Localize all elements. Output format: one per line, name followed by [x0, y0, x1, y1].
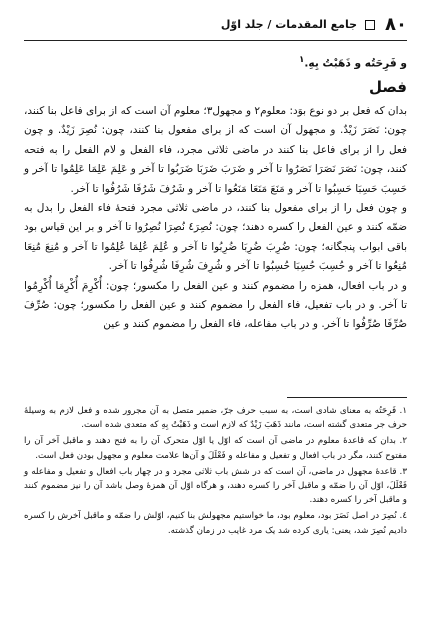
footnote: ٢. بدان که قاعدهٔ معلوم در ماضی آن است که اوّل یا اوّل متحرک آن را به فتح دهند و ماقبل آخر آن را مفتوح کنند، مگر در باب افعال و تفعیل و مفاعله و فَعْلَلَ و آن‌ها علامت معلوم و مجهول بودن فعل است. [24, 436, 407, 461]
header-divider [24, 40, 407, 41]
body-paragraph: و چون فعل را از برای مفعول بنا کنند، در ماضی ثلاثی مجرد فتحهٔ فاء الفعل را بدل به ضمّه کنند و عین الفعل را کسره دهند؛ چون: نُصِرَ٤ نُصِرَا نُصِرُوا تا آخر و بر این قیاس بود باقی ابواب پنجگانه؛ چون: ضُرِبَ ضُرِبَا ضُرِبُوا تا آخر و عُلِمَ عُلِمَا عُلِمُوا تا آخر و مُنِعَ مُنِعَا مُنِعُوا تا آخر و حُسِبَ حُسِبَا حُسِبُوا تا آخر و شُرِفَ شُرِفَا شُرِفُوا تا آخر. [24, 202, 407, 273]
body-paragraph: و در باب افعال، همزه را مضموم کنند و عین الفعل را مکسور؛ چون: أُكْرِمَ أُكْرِمَا أُكْرِمُوا تا آخر. و در باب تفعیل، فاء الفعل را مضموم کنند و عین الفعل را مکسور؛ چون: صُرِّفَ صُرِّفَا صُرِّفُوا تا آخر. و در باب مفاعله، فاء الفعل را مضموم کنند و عین [24, 279, 407, 331]
page-header [24, 14, 407, 40]
intro-text: و فَرِحَتُه و ذَهَبْتُ بِهِ. [304, 57, 407, 70]
square-ornament-icon [365, 20, 375, 30]
intro-line [24, 52, 407, 73]
footnote: ١. فَرِحَتُه به معنای شادی است، به سبب حرف جرّ، ضمیر متصل به آن مجرور شده و فعل لازم به وسیلهٔ حرف جر متعدی گشته است، مانند ذَهَبَ زَيْدٌ که لازم است و ذَهَبْتُ بِهِ که متعدی شده است. [24, 406, 407, 431]
book-page [24, 10, 407, 610]
footnote-marker: ١ [299, 55, 305, 65]
body-paragraph: بدان که فعل بر دو نوع بوَد: معلوم٢ و مجهول٣؛ معلوم آن است که از برای فاعل بنا کنند، چون: نَصَرَ زَيْدٌ. و مجهول آن است که از برای مفعول بنا کنند، چون: نُصِرَ زَيْدٌ. و چون فعل را از برای فاعل بنا کنند در ماضی ثلاثی مجرد، فاء الفعل و لام الفعل را به فتحه کنند، چون: نَصَرَ نَصَرَا نَصَرُوا تا آخر و ضَرَبَ ضَرَبَا ضَرَبُوا تا آخر و عَلِمَ عَلِمَا عَلِمُوا تا آخر و حَسِبَ حَسِبَا حَسِبُوا تا آخر و مَنَعَ مَنَعَا مَنَعُوا تا آخر و شَرُفَ شَرُفَا شَرُفُوا تا آخر. [24, 105, 407, 195]
footnotes [24, 404, 407, 540]
footnote: ٣. قاعدهٔ مجهول در ماضی، آن است که در شش باب ثلاثی مجرد و در چهار باب افعال و تفعیل و مفاعله و فَعْلَلَ، اوّل آن را ضمّه و ماقبل آخر را کسره دهند، و هرگاه اوّل آن همزهٔ وصل باشد آن را نیز مضموم کنند و ماقبل آخر را کسره دهند. [24, 466, 407, 506]
footnote: ٤. نُصِرَ در اصل نَصَرَ بود، معلوم بود، ما خواستیم مجهولش بنا کنیم، اوّلش را ضمّه و ماقبل آخرش را کسره دادیم نُصِرَ شد، یعنی: یاری کرده شد یک مرد غایب در زمان گذشته. [24, 511, 407, 536]
running-head: جامع المقدمات / جلد اوّل [220, 18, 357, 31]
page-number: ٨٠ [385, 14, 407, 35]
section-title: فصل [369, 78, 407, 96]
body-text [24, 102, 407, 335]
footnote-divider [287, 397, 407, 398]
